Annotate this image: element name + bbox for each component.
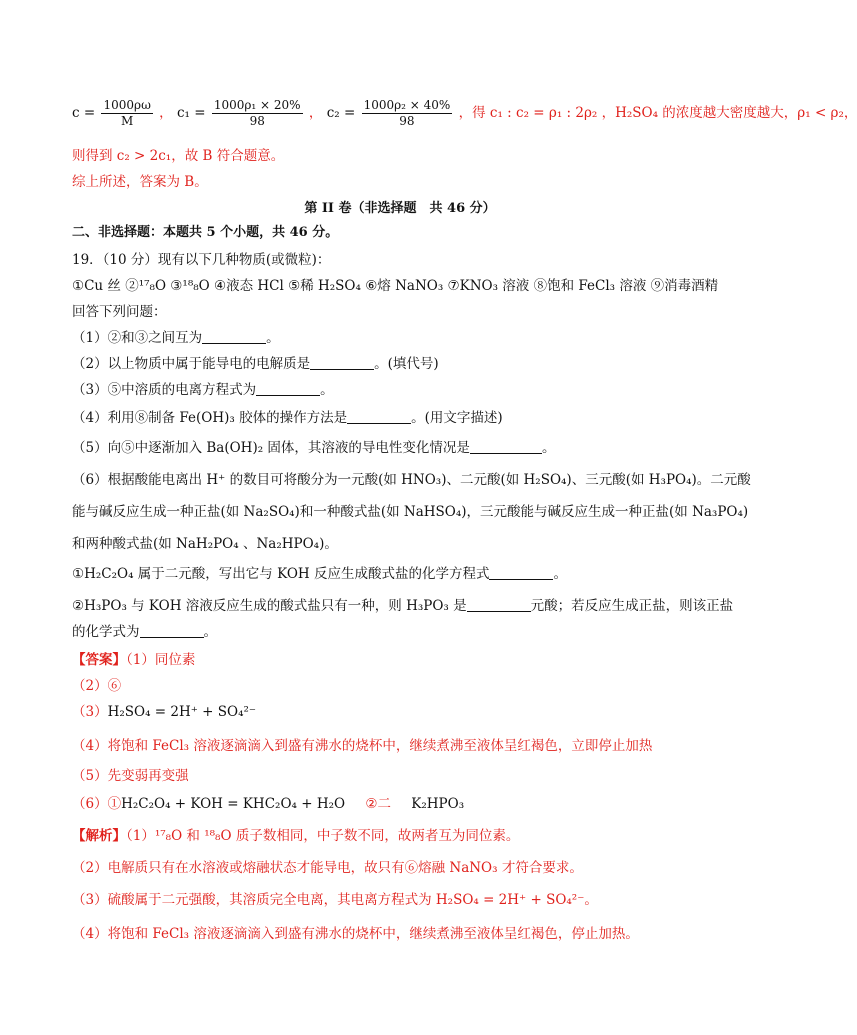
answer-blank — [310, 355, 374, 370]
q19-substances: ①Cu 丝 ②¹⁷₈O ③¹⁸₈O ④液态 HCl ⑤稀 H₂SO₄ ⑥熔 NaNO₃ ⑦KNO₃ 溶液 ⑧饱和 FeCl₃ 溶液 ⑨消毒酒精 — [72, 278, 719, 294]
q19-part3: （3）⑤中溶质的电离方程式为 。 — [72, 382, 334, 398]
q19-prompt: 回答下列问题： — [72, 304, 167, 320]
answer-tag: 【答案】 — [72, 652, 126, 668]
conclusion-2: 综上所述，答案为 B。 — [72, 174, 208, 190]
answer-line-4: （4）将饱和 FeCl₃ 溶液逐滴滴入到盛有沸水的烧杯中，继续煮沸至液体呈红褐色，立即停止加热 — [72, 738, 653, 754]
analysis-line-3: （3）硫酸属于二元强酸，其溶质完全电离，其电离方程式为 H₂SO₄ = 2H⁺ + SO₄²⁻。 — [72, 892, 598, 908]
c1-lhs: c₁ = — [176, 105, 206, 121]
answer-line-5: （5）先变弱再变强 — [72, 768, 189, 784]
answer-line-1: 【答案】（1）同位素 — [72, 652, 196, 668]
section-title: 二、非选择题：本题共 5 个小题，共 46 分。 — [72, 225, 339, 240]
q19-part6-line3: 和两种酸式盐(如 NaH₂PO₄ 、Na₂HPO₄)。 — [72, 536, 338, 552]
q19-part2: （2）以上物质中属于能导电的电解质是 。(填代号) — [72, 356, 439, 372]
analysis-line-1: 【解析】（1）¹⁷₈O 和 ¹⁸₈O 质子数相同，中子数不同，故两者互为同位素。 — [72, 828, 520, 844]
answer-blank — [470, 439, 542, 454]
answer-blank — [347, 409, 411, 424]
analysis-tag: 【解析】 — [72, 828, 126, 844]
part2-title: 第 II 卷（非选择题 共 46 分） — [304, 201, 496, 216]
q19-part6-sub2-cont: 的化学式为 。 — [72, 624, 217, 640]
analysis-line-4: （4）将饱和 FeCl₃ 溶液逐滴滴入到盛有沸水的烧杯中，继续煮沸至液体呈红褐色，停止加热。 — [72, 926, 639, 942]
answer-line-2: （2）⑥ — [72, 678, 122, 694]
q19-part4: （4）利用⑧制备 Fe(OH)₃ 胶体的操作方法是 。(用文字描述) — [72, 410, 503, 426]
answer-blank — [256, 381, 320, 396]
c2-lhs: c₂ = — [326, 105, 356, 121]
q19-part5: （5）向⑤中逐渐加入 Ba(OH)₂ 固体，其溶液的导电性变化情况是 。 — [72, 440, 556, 456]
answer-line-6: （6）①H₂C₂O₄ + KOH = KHC₂O₄ + H₂O ②二 K₂HPO₃ — [72, 796, 465, 812]
q19-part6-line1: （6）根据酸能电离出 H⁺ 的数目可将酸分为一元酸(如 HNO₃)、二元酸(如 H₂SO₄)、三元酸(如 H₃PO₄)。二元酸 — [72, 472, 751, 488]
answer-blank — [489, 565, 553, 580]
analysis-line-2: （2）电解质只有在水溶液或熔融状态才能导电，故只有⑥熔融 NaNO₃ 才符合要求。 — [72, 860, 583, 876]
formula-line: c = $\frac{1000\rho\omega}{M}$ ， c₁ = $\frac{\text{1000ρ₁ × 20\%}}{98}$ ， c₂ = $\frac{\text{1000ρ₂ × 40\%}}{98}$ ，得 c₁ : c₂ = ρ₁ : 2ρ₂ ，H₂SO₄ 的浓度越大密度越大，ρ₁ < ρ₂， — [72, 98, 857, 128]
q19-stem: 19．（10 分）现有以下几种物质(或微粒)： — [72, 252, 331, 268]
q19-part1: （1）②和③之间互为 。 — [72, 330, 280, 346]
answer-line-3: （3）H₂SO₄ = 2H⁺ + SO₄²⁻ — [72, 704, 257, 720]
conclusion-1: 则得到 c₂ > 2c₁，故 B 符合题意。 — [72, 148, 285, 164]
answer-blank — [140, 623, 204, 638]
formula-tail: ，得 c₁ : c₂ = ρ₁ : 2ρ₂ ，H₂SO₄ 的浓度越大密度越大，ρ₁ < ρ₂， — [458, 105, 857, 121]
answer-blank — [467, 597, 531, 612]
q19-part6-line2: 能与碱反应生成一种正盐(如 Na₂SO₄)和一种酸式盐(如 NaHSO₄)，三元酸能与碱反应生成一种正盐(如 Na₃PO₄) — [72, 504, 749, 520]
c-general-fraction: $\frac{1000\rho\omega}{M}$ — [103, 98, 151, 128]
c2-fraction: $\frac{\text{1000ρ₂ × 40\%}}{98}$ — [363, 98, 451, 128]
c1-fraction: $\frac{\text{1000ρ₁ × 20\%}}{98}$ — [213, 98, 301, 128]
q19-part6-sub1: ①H₂C₂O₄ 属于二元酸，写出它与 KOH 反应生成酸式盐的化学方程式 。 — [72, 566, 567, 582]
answer-blank — [202, 329, 266, 344]
q19-part6-sub2: ②H₃PO₃ 与 KOH 溶液反应生成的酸式盐只有一种，则 H₃PO₃ 是 元酸；若反应生成正盐，则该正盐 — [72, 598, 734, 614]
c-general-lhs: c = — [72, 105, 96, 121]
